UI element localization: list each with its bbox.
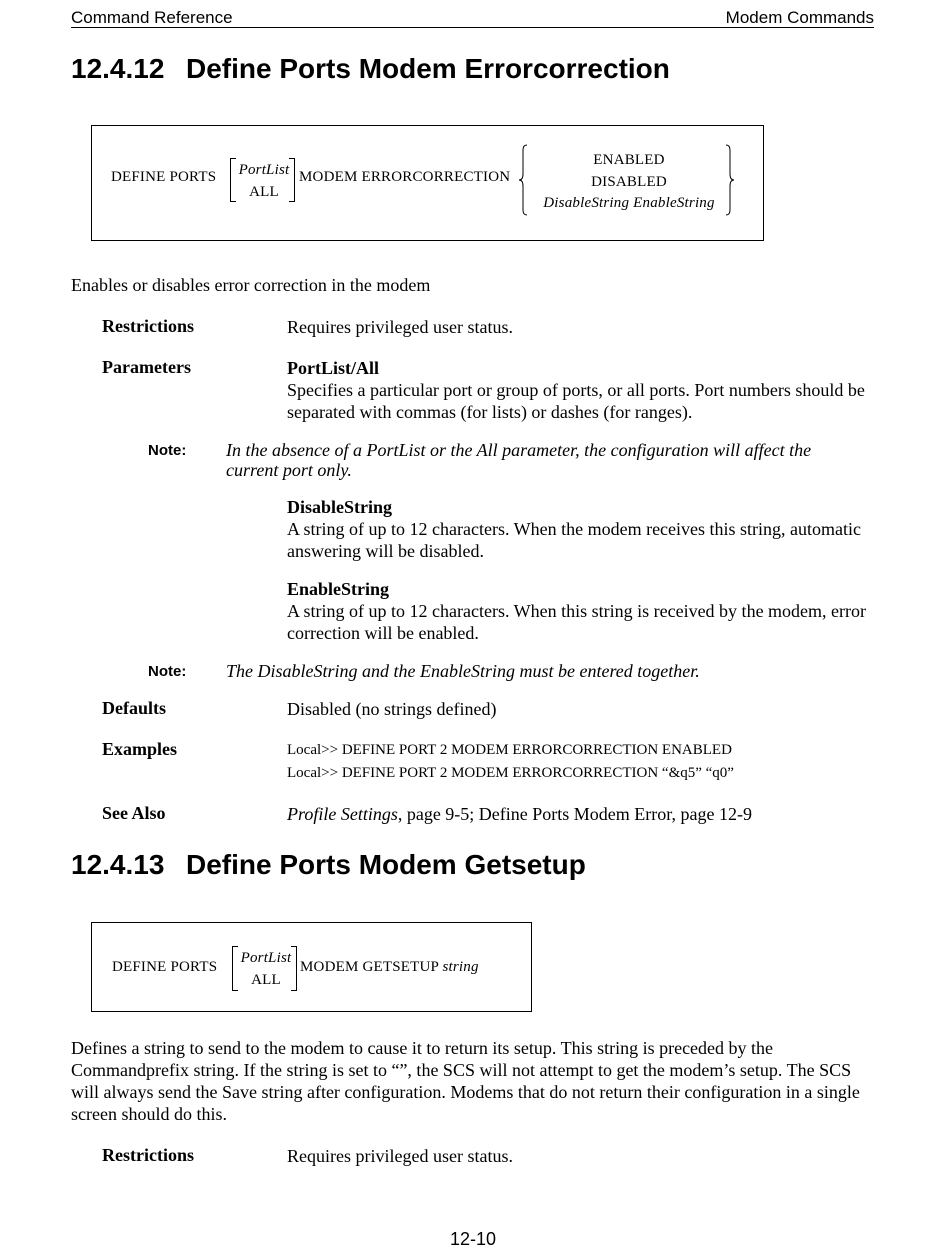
section-title: Define Ports Modem Errorcorrection [186, 53, 670, 84]
header-rule [71, 27, 874, 28]
section-number: 12.4.12 [71, 53, 165, 84]
parameter-description: A string of up to 12 characters. When the modem receives this string, automatic answering will be disabled. [287, 519, 862, 561]
defaults-text: Disabled (no strings defined) [287, 699, 497, 719]
right-bracket [291, 946, 297, 991]
parameters-label: Parameters [102, 357, 191, 377]
syntax-box [91, 125, 764, 241]
restrictions-label: Restrictions [102, 316, 194, 336]
see-also-link: Profile Settings [287, 804, 398, 824]
right-bracket [289, 158, 295, 202]
restrictions-text: Requires privileged user status. [287, 317, 513, 337]
note-text: The DisableString and the EnableString must be entered together. [226, 661, 700, 681]
note-label: Note: [148, 442, 187, 459]
see-also-label: See Also [102, 803, 166, 823]
see-also-text [287, 803, 752, 825]
left-brace [518, 144, 528, 216]
syntax-portlist: PortList [240, 950, 292, 966]
restrictions-label: Restrictions [102, 1145, 194, 1165]
syntax-box [91, 922, 532, 1012]
syntax-argument: string [442, 959, 479, 975]
section-description: Defines a string to send to the modem to cause it to return its setup. This string is preceded by the Commandprefix string. If the string is set to “”, the SCS will not attempt to get the modem’s setup. The SCS will always send the Save string after configuration. Modems that do not return their configuration in a single screen should do this. [71, 1038, 860, 1124]
section-heading [71, 849, 586, 881]
defaults-label: Defaults [102, 698, 166, 718]
restrictions-text: Requires privileged user status. [287, 1146, 513, 1166]
syntax-prefix: DEFINE PORTS [112, 959, 218, 975]
syntax-option-disabled: DISABLED [591, 174, 667, 190]
running-header-right: Modem Commands [725, 8, 874, 27]
syntax-command [300, 959, 479, 976]
page-number: 12-10 [449, 1229, 497, 1249]
note-text: In the absence of a PortList or the All parameter, the configuration will affect the current port only. [226, 440, 812, 480]
running-header-left: Command Reference [71, 8, 233, 27]
section-description: Enables or disables error correction in the modem [71, 275, 431, 295]
examples-label: Examples [102, 739, 178, 759]
syntax-option-strings: DisableString EnableString [543, 195, 715, 211]
section-title: Define Ports Modem Getsetup [186, 849, 586, 880]
syntax-option-enabled: ENABLED [593, 152, 665, 168]
section-heading [71, 53, 670, 85]
note-label: Note: [148, 663, 187, 680]
right-brace [725, 144, 735, 216]
parameter-enablestring [287, 578, 877, 644]
syntax-prefix: DEFINE PORTS [111, 169, 217, 185]
see-also-rest: , page 9-5; Define Ports Modem Error, page 12-9 [397, 804, 753, 824]
parameter-name: PortList/All [287, 358, 379, 378]
parameter-description: A string of up to 12 characters. When this string is received by the modem, error correction will be enabled. [287, 601, 867, 643]
syntax-all: ALL [249, 184, 279, 200]
syntax-command: MODEM ERRORCORRECTION [299, 169, 511, 185]
syntax-command-text: MODEM GETSETUP [300, 959, 439, 975]
example-line: Local>> DEFINE PORT 2 MODEM ERRORCORRECTION “&q5” “q0” [287, 765, 734, 781]
syntax-portlist: PortList [238, 162, 290, 178]
parameter-description: Specifies a particular port or group of ports, or all ports. Port numbers should be separated with commas (for lists) or dashes (for ranges). [287, 380, 865, 422]
example-line: Local>> DEFINE PORT 2 MODEM ERRORCORRECTION ENABLED [287, 742, 732, 758]
parameter-disablestring [287, 496, 877, 562]
parameter-portlist [287, 357, 877, 423]
syntax-all: ALL [251, 972, 281, 988]
parameter-name: DisableString [287, 497, 393, 517]
section-number: 12.4.13 [71, 849, 165, 880]
parameter-name: EnableString [287, 579, 390, 599]
